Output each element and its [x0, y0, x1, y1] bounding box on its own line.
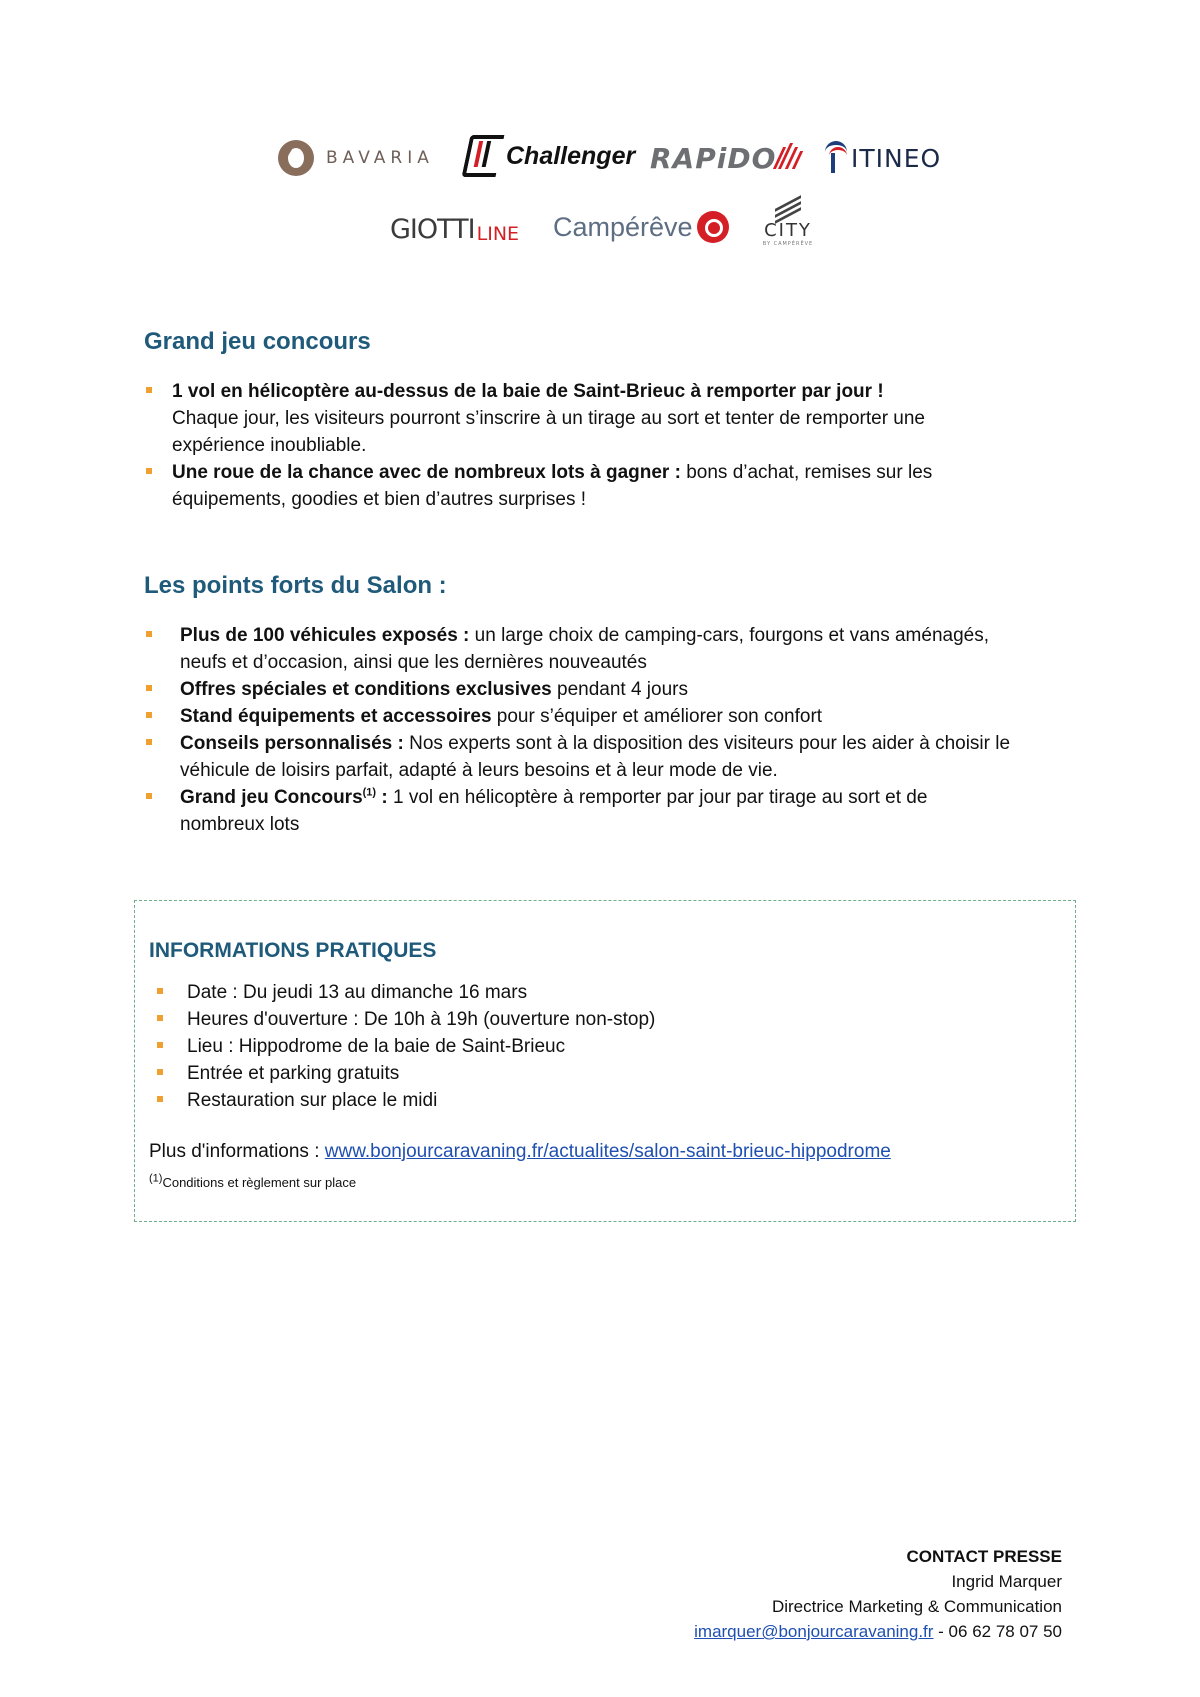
contest-list	[172, 378, 1052, 513]
bullet-icon	[146, 468, 152, 474]
bullet-icon	[157, 1069, 163, 1075]
contact-details	[694, 1619, 1062, 1644]
press-contact	[694, 1544, 1062, 1644]
more-info-line	[149, 1141, 891, 1163]
list-item: Date : Du jeudi 13 au dimanche 16 mars	[187, 979, 1047, 1006]
itineo-wordmark: ITINEO	[851, 143, 942, 173]
contact-email-link[interactable]: imarquer@bonjourcaravaning.fr	[694, 1622, 934, 1641]
bullet-icon	[157, 1015, 163, 1021]
list-item: Plus de 100 véhicules exposés : un large choix de camping-cars, fourgons et vans aménagés, neufs et d’occasion, ainsi que les dernières nouveautés	[180, 622, 1060, 676]
campereve-logo	[553, 208, 729, 246]
contact-role: Directrice Marketing & Communication	[771, 1597, 1062, 1616]
list-item: Conseils personnalisés : Nos experts sont à la disposition des visiteurs pour les aider à choisir le véhicule de loisirs parfait, adapté à leurs besoins et à leur mode de vie.	[180, 730, 1060, 784]
practical-info-title: INFORMATIONS PRATIQUES	[149, 939, 437, 962]
bullet-icon	[157, 988, 163, 994]
giotti-wordmark: GIOTTI	[390, 213, 475, 245]
bullet-icon	[146, 387, 152, 393]
list-item: Heures d'ouverture : De 10h à 19h (ouverture non-stop)	[187, 1006, 1047, 1033]
city-subtitle: BY CAMPÉRÊVE	[762, 241, 814, 247]
contact-phone: - 06 62 78 07 50	[933, 1622, 1062, 1641]
highlights-heading: Les points forts du Salon :	[144, 572, 447, 599]
practical-info-list	[187, 979, 1047, 1114]
list-item: Une roue de la chance avec de nombreux lots à gagner : bons d’achat, remises sur les équipements, goodies et bien d’autres surprises !	[172, 459, 1052, 513]
rapido-stripes-icon	[772, 143, 802, 173]
list-item: Restauration sur place le midi	[187, 1087, 1047, 1114]
bullet-icon	[146, 793, 152, 799]
more-info-label: Plus d'informations :	[149, 1141, 325, 1162]
bullet-icon	[146, 739, 152, 745]
bullet-icon	[146, 712, 152, 718]
list-item: Offres spéciales et conditions exclusives pendant 4 jours	[180, 676, 1060, 703]
bullet-icon	[157, 1042, 163, 1048]
list-item: Stand équipements et accessoires pour s’équiper et améliorer son confort	[180, 703, 1060, 730]
itineo-emblem-icon	[825, 141, 847, 175]
giotti-line-wordmark: LINE	[476, 223, 520, 245]
list-item: 1 vol en hélicoptère au-dessus de la baie de Saint-Brieuc à remporter par jour ! Chaque jour, les visiteurs pourront s’inscrire à un tirage au sort et tenter de remporter une expérience inoubliable.	[172, 378, 1052, 459]
city-logo	[758, 198, 818, 254]
contact-name: Ingrid Marquer	[951, 1572, 1062, 1591]
brand-logos	[0, 130, 1200, 260]
bavaria-wordmark: BAVARIA	[326, 148, 434, 168]
bullet-icon	[146, 685, 152, 691]
list-item: Lieu : Hippodrome de la baie de Saint-Brieuc	[187, 1033, 1047, 1060]
highlights-list	[180, 622, 1060, 838]
challenger-emblem-icon	[462, 135, 505, 177]
conditions-note: $^{(1)}$Conditions et règlement sur place	[149, 1172, 357, 1190]
bullet-icon	[146, 631, 152, 637]
contest-heading: Grand jeu concours	[144, 328, 371, 355]
bullet-icon	[157, 1096, 163, 1102]
practical-info-box	[134, 900, 1076, 1222]
city-emblem-icon	[775, 198, 801, 218]
list-item: Entrée et parking gratuits	[187, 1060, 1047, 1087]
city-wordmark: CITY	[764, 220, 812, 241]
bavaria-logo	[278, 140, 434, 176]
contact-title: CONTACT PRESSE	[906, 1547, 1062, 1566]
challenger-wordmark: Challenger	[506, 141, 636, 170]
list-item: Grand jeu Concours$^{(1)}$ : 1 vol en hélicoptère à remporter par jour par tirage au sort et de nombreux lots	[180, 784, 1060, 838]
challenger-logo	[466, 136, 635, 176]
rapido-logo	[650, 138, 802, 178]
bavaria-emblem-icon	[278, 140, 314, 176]
more-info-link[interactable]: www.bonjourcaravaning.fr/actualites/salon-saint-brieuc-hippodrome	[324, 1141, 891, 1162]
giottiline-logo	[390, 212, 519, 246]
campereve-emblem-icon	[697, 211, 729, 243]
rapido-wordmark: RAPiDO	[650, 141, 777, 175]
itineo-logo	[825, 138, 941, 178]
campereve-wordmark: Campérêve	[553, 211, 693, 242]
